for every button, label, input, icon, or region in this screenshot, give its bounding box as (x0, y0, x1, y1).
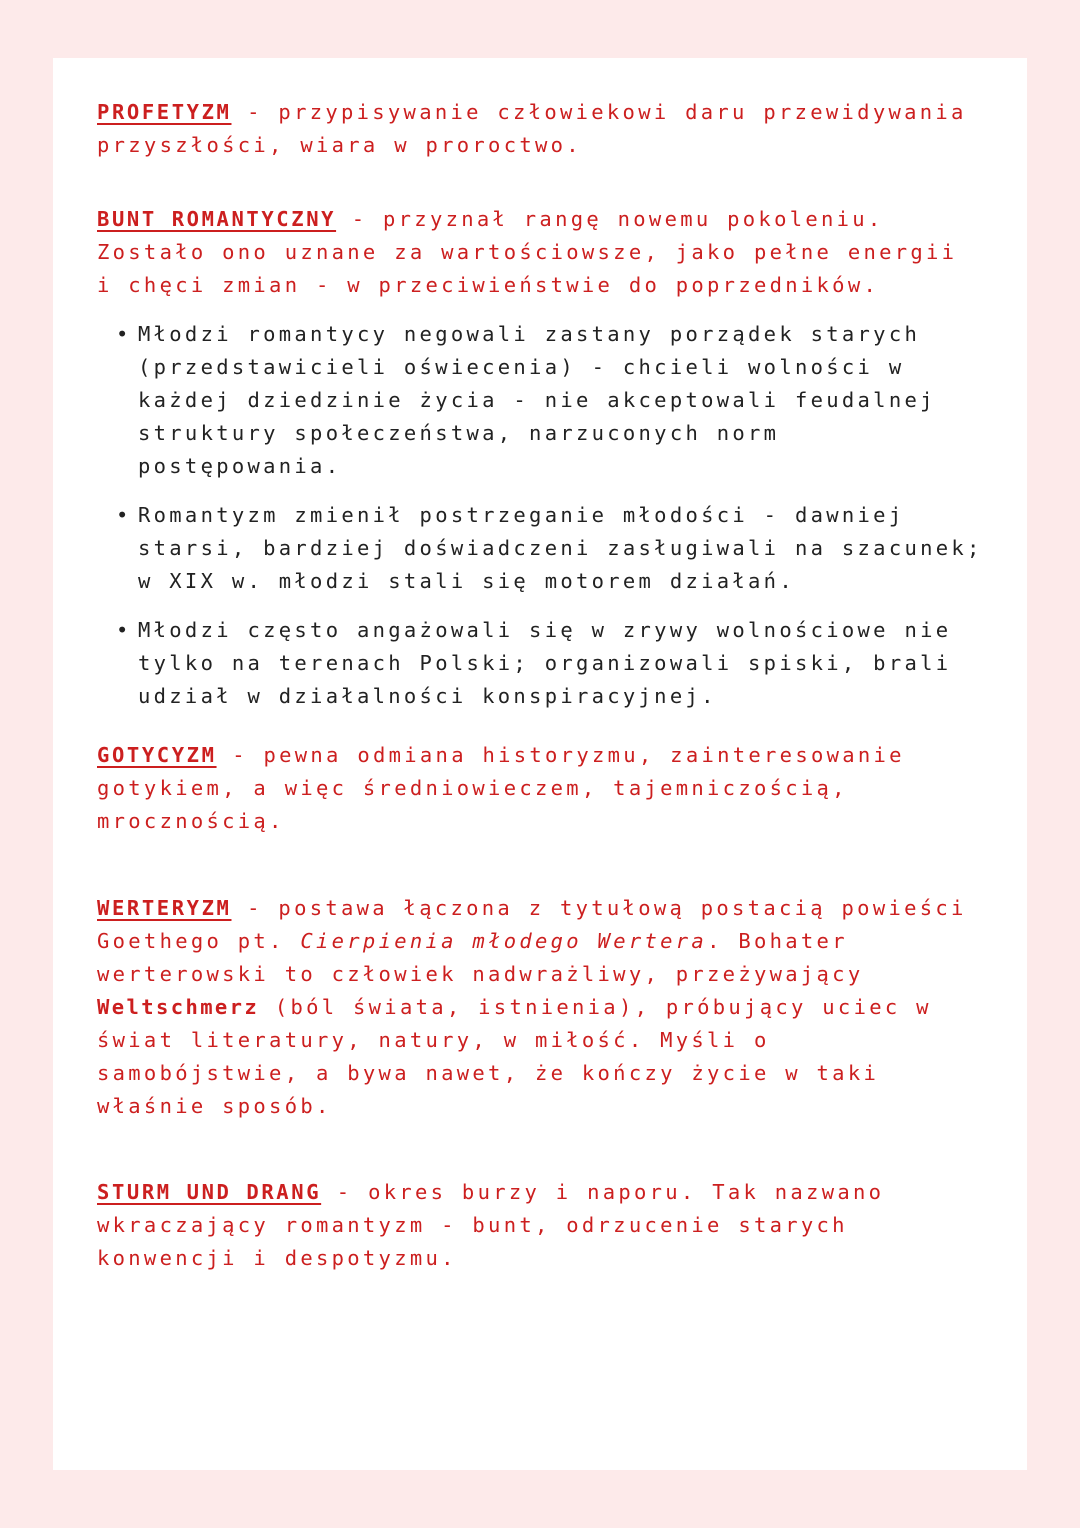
bullet-icon: • (116, 618, 129, 642)
definition-text: przypisywanie człowiekowi daru przewidywania przyszłości, wiara w proroctwo. (97, 100, 967, 157)
list-item-text: Romantyzm zmienił postrzeganie młodości - dawniej starsi, bardziej doświadczeni zasługiwali na szacunek; w XIX w. młodzi stali się motorem działań. (138, 503, 983, 593)
bunt-bullet-list (97, 318, 987, 713)
definition-text-part-1: postawa łączona z tytułową postacią powieści Goethego pt. (97, 896, 967, 953)
definition-text: przyznał rangę nowemu pokoleniu. Zostało ono uznane za wartościowsze, jako pełne energii i chęci zmian - w przeciwieństwie do poprzedników. (97, 207, 958, 297)
definition-text-part-2: . Bohater werterowski to człowiek nadwrażliwy, przeżywający (97, 929, 864, 986)
definition-text-part-3: (ból świata, istnienia), próbujący uciec w świat literatury, natury, w miłość. Myśli o samobójstwie, a bywa nawet, że kończy życie w taki właśnie sposób. (97, 995, 932, 1118)
definition-profetyzm (97, 96, 987, 162)
book-title: Cierpienia młodego Wertera (300, 929, 708, 953)
definition-sturm-und-drang (97, 1176, 987, 1275)
term-dash: - (321, 1180, 369, 1204)
term-dash: - (336, 207, 384, 231)
list-item (116, 318, 987, 483)
list-item (116, 614, 987, 713)
definition-werteryzm (97, 892, 987, 1123)
term-werteryzm: WERTERYZM (97, 896, 232, 920)
term-dash: - (231, 896, 279, 920)
bullet-icon: • (116, 322, 129, 346)
weltschmerz-term: Weltschmerz (97, 995, 260, 1019)
term-bunt-romantyczny: BUNT ROMANTYCZNY (97, 207, 337, 231)
document-content (97, 96, 987, 1275)
list-item-text: Młodzi romantycy negowali zastany porządek starych (przedstawicieli oświecenia) - chcieli wolności w każdej dziedzinie życia - nie akceptowali feudalnej struktury społeczeństwa, narzuconych norm postępowania. (138, 322, 936, 478)
definition-bunt-romantyczny (97, 203, 987, 302)
term-sturm-und-drang: STURM UND DRANG (97, 1180, 322, 1204)
definition-text: okres burzy i naporu. Tak nazwano wkraczający romantyzm - bunt, odrzucenie starych konwencji i despotyzmu. (97, 1180, 885, 1270)
term-dash: - (231, 100, 279, 124)
list-item-text: Młodzi często angażowali się w zrywy wolnościowe nie tylko na terenach Polski; organizowali spiski, brali udział w działalności konspiracyjnej. (138, 618, 952, 708)
definition-gotycyzm (97, 739, 987, 838)
term-dash: - (216, 743, 264, 767)
document-page (53, 58, 1027, 1470)
list-item (116, 499, 987, 598)
term-profetyzm: PROFETYZM (97, 100, 232, 124)
definition-text: pewna odmiana historyzmu, zainteresowanie gotykiem, a więc średniowieczem, tajemniczością, mrocznością. (97, 743, 905, 833)
bullet-icon: • (116, 503, 129, 527)
term-gotycyzm: GOTYCYZM (97, 743, 217, 767)
